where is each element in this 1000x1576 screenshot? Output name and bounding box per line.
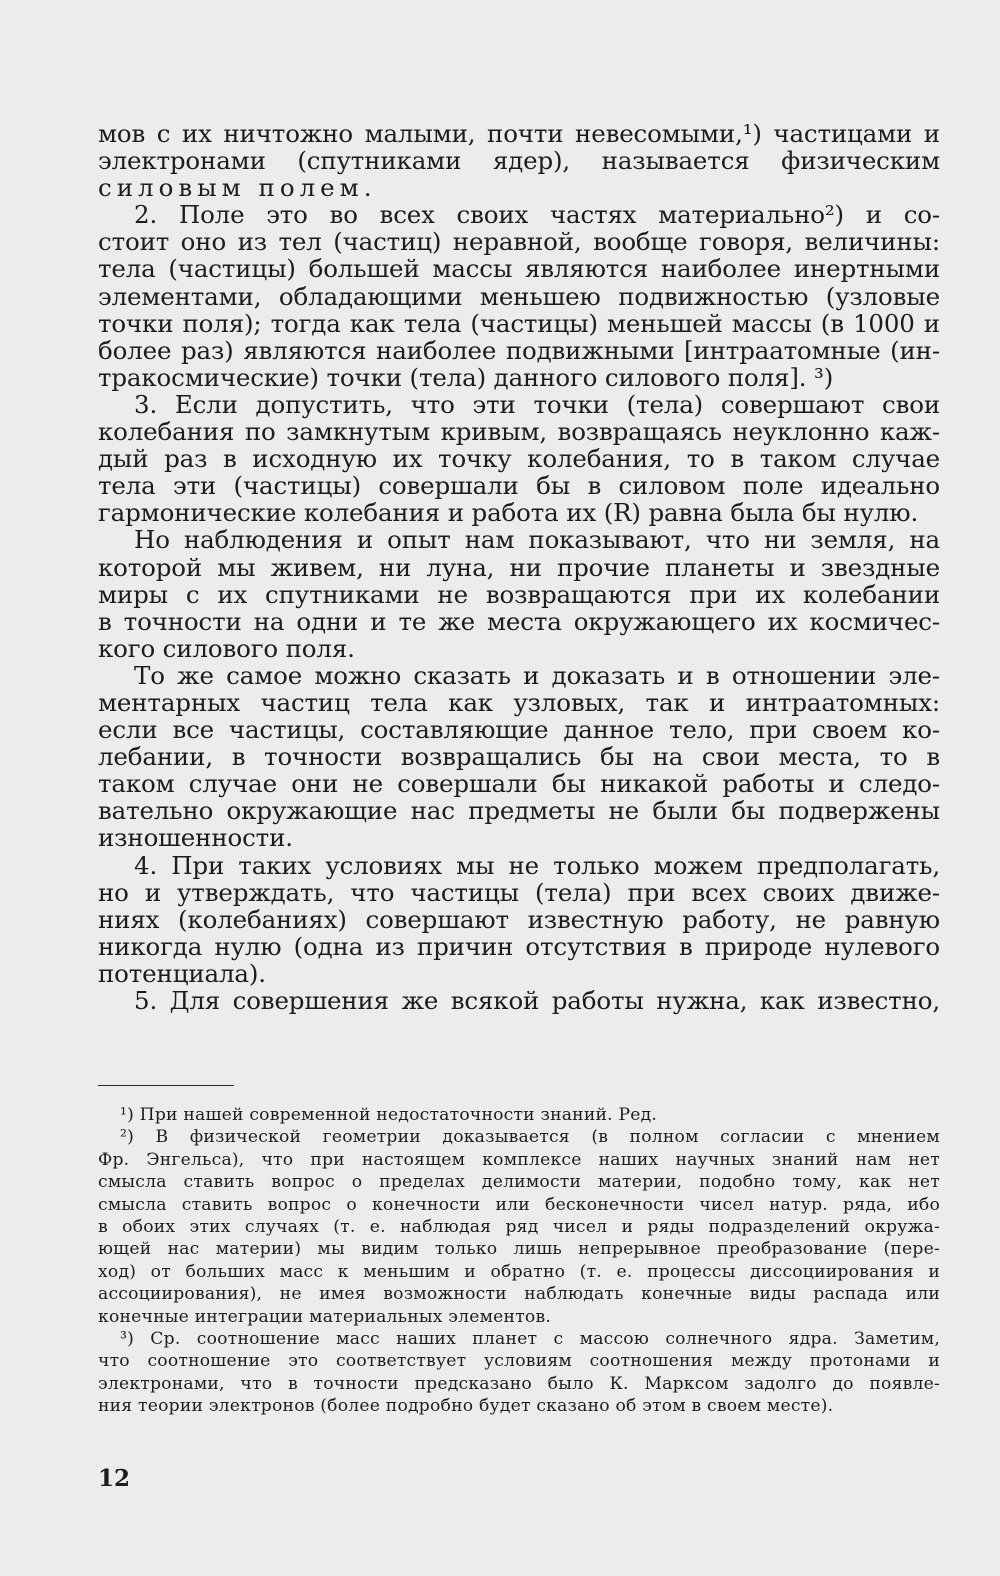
footnote-line: ход) от больших масс к меньшим и обратно (т. е. процессы диссоциирования и — [98, 1261, 940, 1282]
footnote-line: смысла ставить вопрос о конечности или бесконечности чисел натур. ряда, ибо — [98, 1194, 940, 1215]
footnote-line: Фр. Энгельса), что при настоящем комплексе наших научных знаний нам нет — [98, 1149, 940, 1170]
footnote-line: электронами, что в точности предсказано было К. Марксом задолго до появле- — [98, 1373, 940, 1394]
footnote-line: конечные интеграции материальных элементов. — [98, 1306, 551, 1327]
text-line: То же самое можно сказать и доказать и в отношении эле- — [134, 660, 940, 690]
footnote-line: ассоциирования), не имея возможности наблюдать конечные виды распада или — [98, 1284, 940, 1305]
footnotes — [98, 1104, 940, 1417]
text-line: ниях (колебаниях) совершают известную работу, не равную — [98, 904, 940, 934]
text-line: силовым полем. — [98, 173, 377, 203]
footnote-line: ²) В физической геометрии доказывается (в полном согласии с мнением — [120, 1127, 940, 1148]
footnote-line: ющей нас материи) мы видим только лишь непрерывное преобразование (пере- — [98, 1239, 940, 1260]
text-line: 4. При таких условиях мы не только можем предполагать, — [134, 850, 940, 880]
text-line: дый раз в исходную их точку колебания, то в таком случае — [98, 444, 940, 474]
text-line: которой мы живем, ни луна, ни прочие планеты и звездные — [98, 552, 940, 582]
page-number: 12 — [98, 1465, 131, 1492]
text-line: стоит оно из тел (частиц) неравной, вообще говоря, величины: — [98, 227, 940, 257]
text-line: точки поля); тогда как тела (частицы) меньшей массы (в 1000 и — [98, 308, 940, 338]
text-line: таком случае они не совершали бы никакой работы и следо- — [98, 769, 940, 799]
text-line: ментарных частиц тела как узловых, так и интраатомных: — [98, 687, 940, 717]
footnote-divider — [98, 1085, 234, 1086]
footnote-line: в обоих этих случаях (т. е. наблюдая ряд чисел и ряды подразделений окружа- — [98, 1216, 940, 1237]
text-line: лебании, в точности возвращались бы на свои места, то в — [98, 742, 940, 772]
footnote-line: ¹) При нашей современной недостаточности знаний. Ред. — [120, 1105, 658, 1125]
text-line: элементами, обладающими меньшею подвижностью (узловые — [98, 281, 940, 311]
text-line: колебания по замкнутым кривым, возвращаясь неуклонно каж- — [98, 417, 940, 447]
text-line: гармонические колебания и работа их (R) равна была бы нулю. — [98, 498, 919, 528]
text-line: изношенности. — [98, 823, 293, 853]
text-line: тела эти (частицы) совершали бы в силовом поле идеально — [98, 471, 940, 501]
footnote-line: ³) Ср. соотношение масс наших планет с массою солнечного ядра. Заметим, — [120, 1328, 940, 1349]
text-line: если все частицы, составляющие данное тело, при своем ко- — [98, 715, 940, 745]
text-line: электронами (спутниками ядер), называется физическим — [98, 146, 940, 176]
text-line: миры с их спутниками не возвращаются при их колебании — [98, 579, 940, 609]
main-text — [98, 120, 940, 1014]
text-line: вательно окружающие нас предметы не были бы подвержены — [98, 796, 940, 826]
text-line: 5. Для совершения же всякой работы нужна, как известно, — [134, 986, 940, 1015]
text-line: 3. Если допустить, что эти точки (тела) совершают свои — [134, 389, 940, 419]
text-line: более раз) являются наиболее подвижными [интраатомные (ин- — [98, 335, 940, 365]
text-line: но и утверждать, что частицы (тела) при всех своих движе- — [98, 877, 940, 907]
text-line: тракосмические) точки (тела) данного силового поля]. ³) — [98, 362, 834, 392]
text-line: Но наблюдения и опыт нам показывают, что ни земля, на — [134, 525, 940, 555]
text-line: мов с их ничтожно малыми, почти невесомыми,¹) частицами и — [98, 119, 940, 148]
text-line: кого силового поля. — [98, 633, 355, 663]
footnote-line: ния теории электронов (более подробно будет сказано об этом в своем месте). — [98, 1396, 834, 1417]
text-line: в точности на одни и те же места окружающего их космичес- — [98, 606, 940, 636]
footnote-line: что соотношение это соответствует условиям соотношения между протонами и — [98, 1351, 940, 1372]
text-line: никогда нулю (одна из причин отсутствия в природе нулевого — [98, 931, 940, 961]
text-line: потенциала). — [98, 958, 266, 988]
text-line: 2. Поле это во всех своих частях материально²) и со- — [134, 200, 940, 230]
footnote-line: смысла ставить вопрос о пределах делимости материи, подобно тому, как нет — [98, 1172, 940, 1193]
text-line: тела (частицы) большей массы являются наиболее инертными — [98, 254, 940, 284]
